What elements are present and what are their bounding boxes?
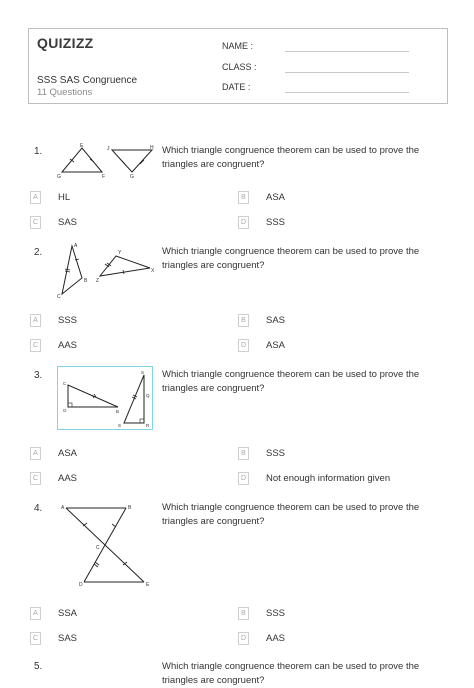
- option-a-text[interactable]: SSS: [58, 315, 78, 326]
- option-d-text[interactable]: ASA: [266, 340, 286, 351]
- option-d-text[interactable]: Not enough information given: [266, 473, 391, 484]
- option-a-text[interactable]: ASA: [58, 448, 78, 459]
- vertex-label: G: [130, 174, 134, 180]
- quizizz-logo: QUIZIZZ: [37, 35, 94, 51]
- question-text: Which triangle congruence theorem can be used to prove the triangles are congruent?: [162, 145, 420, 170]
- question-number: 5.: [34, 661, 43, 672]
- option-d-text[interactable]: SSS: [266, 217, 286, 228]
- question-number: 3.: [34, 370, 43, 381]
- vertex-label: Y: [118, 250, 122, 256]
- option-a-box[interactable]: A: [30, 447, 41, 460]
- question-4-figure: [56, 502, 156, 593]
- vertex-label: Z: [96, 278, 100, 284]
- date-line: [285, 92, 409, 93]
- name-line: [285, 51, 409, 52]
- class-label: CLASS :: [222, 62, 257, 72]
- vertex-label: E: [80, 143, 84, 149]
- option-a-text[interactable]: SSA: [58, 608, 78, 619]
- option-a-box[interactable]: A: [30, 314, 41, 327]
- question-count: 11 Questions: [37, 87, 93, 98]
- option-a-box[interactable]: A: [30, 607, 41, 620]
- vertex-label: A: [74, 243, 78, 249]
- question-text: Which triangle congruence theorem can be used to prove the triangles are congruent?: [162, 502, 420, 527]
- question-number: 4.: [34, 503, 43, 514]
- option-b-box[interactable]: B: [238, 191, 249, 204]
- option-a-text[interactable]: HL: [58, 192, 71, 203]
- vertex-label: R: [146, 423, 150, 428]
- vertex-label: E: [146, 582, 150, 588]
- vertex-label: D: [79, 582, 83, 588]
- option-b-box[interactable]: B: [238, 447, 249, 460]
- option-d-box[interactable]: D: [238, 339, 249, 352]
- option-b-box[interactable]: B: [238, 607, 249, 620]
- option-c-text[interactable]: SAS: [58, 633, 78, 644]
- worksheet-title: SSS SAS Congruence: [37, 75, 138, 86]
- question-3-figure: [57, 366, 153, 430]
- vertex-label: Q: [146, 393, 150, 398]
- question-text: Which triangle congruence theorem can be used to prove the triangles are congruent?: [162, 661, 420, 686]
- vertex-label: C: [57, 294, 61, 300]
- vertex-label: B: [84, 278, 88, 284]
- vertex-label: A: [61, 505, 65, 511]
- option-b-text[interactable]: SSS: [266, 608, 286, 619]
- date-label: DATE :: [222, 82, 251, 92]
- option-c-text[interactable]: AAS: [58, 340, 78, 351]
- option-c-text[interactable]: AAS: [58, 473, 78, 484]
- option-b-text[interactable]: SAS: [266, 315, 286, 326]
- option-a-box[interactable]: A: [30, 191, 41, 204]
- vertex-label: S: [141, 370, 145, 375]
- vertex-label: G: [57, 174, 61, 180]
- option-c-box[interactable]: C: [30, 472, 41, 485]
- vertex-label: F: [102, 174, 106, 180]
- option-d-box[interactable]: D: [238, 216, 249, 229]
- question-number: 2.: [34, 247, 43, 258]
- vertex-label: S: [118, 423, 122, 428]
- question-text: Which triangle congruence theorem can be used to prove the triangles are congruent?: [162, 246, 420, 271]
- vertex-label: B: [116, 409, 120, 414]
- option-c-text[interactable]: SAS: [58, 217, 78, 228]
- question-1-figure: [54, 140, 156, 185]
- question-number: 1.: [34, 146, 43, 157]
- question-text: Which triangle congruence theorem can be used to prove the triangles are congruent?: [162, 369, 420, 394]
- vertex-label: B: [128, 505, 132, 511]
- option-d-box[interactable]: D: [238, 472, 249, 485]
- class-line: [285, 72, 409, 73]
- name-label: NAME :: [222, 41, 254, 51]
- option-b-box[interactable]: B: [238, 314, 249, 327]
- option-d-box[interactable]: D: [238, 632, 249, 645]
- vertex-label: C: [96, 545, 100, 551]
- option-b-text[interactable]: ASA: [266, 192, 286, 203]
- option-b-text[interactable]: SSS: [266, 448, 286, 459]
- option-c-box[interactable]: C: [30, 216, 41, 229]
- vertex-label: G: [63, 408, 67, 413]
- option-c-box[interactable]: C: [30, 632, 41, 645]
- question-2-figure: [54, 242, 158, 305]
- vertex-label: C: [63, 381, 67, 386]
- option-d-text[interactable]: AAS: [266, 633, 286, 644]
- vertex-label: J: [107, 146, 110, 152]
- vertex-label: X: [151, 268, 155, 274]
- option-c-box[interactable]: C: [30, 339, 41, 352]
- vertex-label: H: [150, 145, 154, 151]
